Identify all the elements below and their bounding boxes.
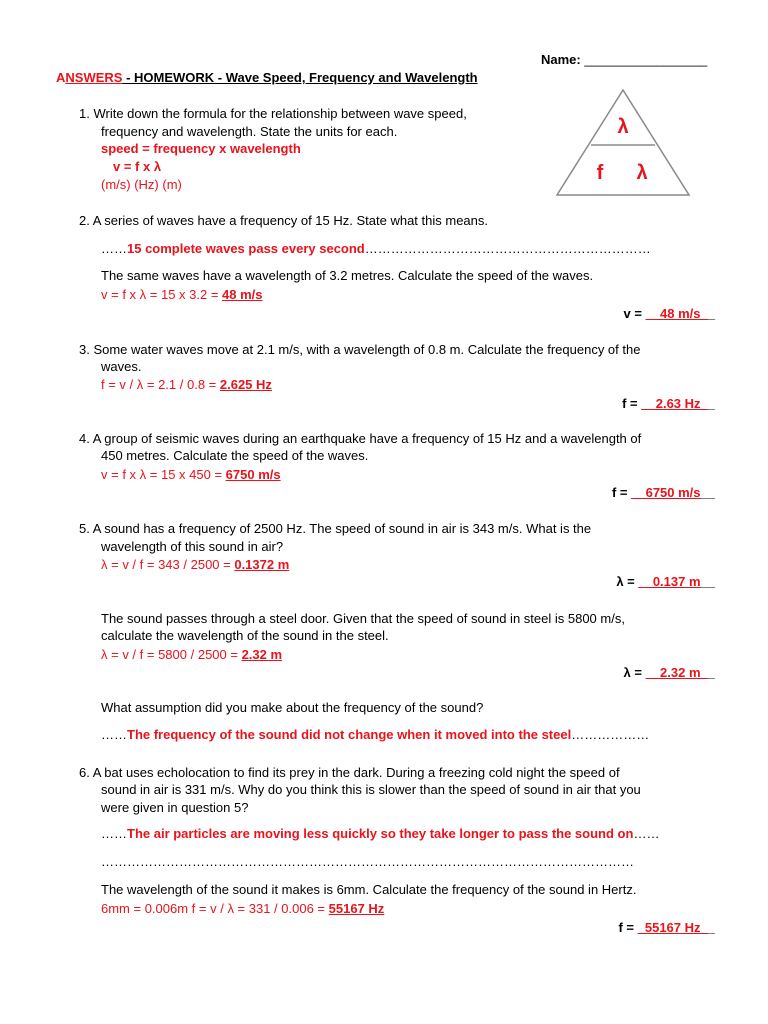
q2-answer-line [101, 240, 651, 257]
q2-final-tail: _ [707, 306, 715, 321]
title-answers: NSWERS [65, 70, 123, 85]
q6-line4: The wavelength of the sound it makes is 6mm. Calculate the frequency of the sound in Hertz. [101, 882, 637, 897]
q6-answer: The air particles are moving less quickly so they take longer to pass the sound on [127, 826, 634, 841]
q4-working [101, 466, 281, 483]
q3-work-expr: f = v / λ = 2.1 / 0.8 = [101, 377, 220, 392]
q5-final2-tail: _ [707, 665, 715, 680]
q5-line4: calculate the wavelength of the sound in the steel. [101, 628, 389, 643]
q3-working [101, 376, 272, 393]
title-prefix: A [56, 70, 66, 85]
q2-line1: 2. A series of waves have a frequency of 15 Hz. State what this means. [79, 213, 488, 228]
q4-work-result: 6750 m/s [225, 467, 281, 482]
q3-line1: 3. Some water waves move at 2.1 m/s, with a wavelength of 0.8 m. Calculate the frequency of the [79, 342, 641, 357]
q3-final-tail: _ [707, 396, 715, 411]
q2-final-answer [624, 305, 715, 322]
q5-work1-expr: λ = v / f = 343 / 2500 = [101, 557, 235, 572]
name-blank: _________________ [584, 52, 708, 67]
q5-dots-pre: …… [101, 727, 127, 742]
q5-work2-result: 2.32 m [241, 647, 283, 662]
q5-line5: What assumption did you make about the frequency of the sound? [101, 700, 484, 715]
q1-answer-formula: v = f x λ [113, 159, 162, 174]
q3-work-result: 2.625 Hz [219, 377, 272, 392]
q5-final1-tail: __ [700, 574, 715, 589]
q5-line2: wavelength of this sound in air? [101, 539, 284, 554]
q1-answer-units: (m/s) (Hz) (m) [101, 177, 182, 192]
q2-dots-post: ………………………………………………………… [364, 241, 651, 256]
q6-working [101, 900, 384, 917]
q4-final-label: f = [611, 485, 632, 500]
q4-final-answer [612, 484, 715, 501]
q6-final-value: _55167 Hz_ [637, 920, 708, 935]
q4-final-tail: __ [700, 485, 715, 500]
triangle-f: f [596, 162, 604, 184]
q2-dots-pre: …… [101, 241, 127, 256]
name-label: Name: [541, 52, 581, 67]
q6-line3: were given in question 5? [101, 800, 249, 815]
q5-working-air [101, 556, 289, 573]
q6-work-expr: 6mm = 0.006m f = v / λ = 331 / 0.006 = [101, 901, 329, 916]
q3-final-label: f = [622, 396, 642, 411]
q6-line1: 6. A bat uses echolocation to find its prey in the dark. During a freezing cold night the speed of [79, 765, 620, 780]
q6-work-result: 55167 Hz [328, 901, 385, 916]
q1-line1: 1. Write down the formula for the relationship between wave speed, [79, 106, 467, 121]
q2-final-value: __48 m/s_ [645, 306, 708, 321]
q2-final-label: v = [623, 306, 646, 321]
q2-line2: The same waves have a wavelength of 3.2 metres. Calculate the speed of the waves. [101, 268, 594, 283]
q6-answer-line [101, 825, 659, 842]
formula-triangle [556, 89, 690, 196]
q5-final-answer-air [616, 573, 715, 590]
q6-line2: sound in air is 331 m/s. Why do you think this is slower than the speed of sound in air that you [101, 782, 641, 797]
q4-line1: 4. A group of seismic waves during an earthquake have a frequency of 15 Hz and a wavelength of [79, 431, 642, 446]
q6-dots-pre: …… [101, 826, 127, 841]
q5-final1-value: __0.137 m [638, 574, 701, 589]
q3-final-answer [622, 395, 715, 412]
name-field [541, 51, 707, 68]
q3-line2: waves. [101, 359, 142, 374]
q1-line2: frequency and wavelength. State the units for each. [101, 124, 398, 139]
q2-work-expr: v = f x λ = 15 x 3.2 = [101, 287, 223, 302]
q4-line2: 450 metres. Calculate the speed of the waves. [101, 448, 369, 463]
q6-final-answer [618, 919, 715, 936]
q2-working [101, 286, 263, 303]
q5-dots-post: ……………… [571, 727, 650, 742]
q5-line1: 5. A sound has a frequency of 2500 Hz. The speed of sound in air is 343 m/s. What is the [79, 521, 592, 536]
q5-work1-result: 0.1372 m [234, 557, 290, 572]
q6-final-label: f = [618, 920, 638, 935]
q6-dots-line: …………………………………………………………………………………………………………… [101, 854, 634, 869]
q5-final2-value: __2.32 m_ [645, 665, 708, 680]
q1-answer-words: speed = frequency x wavelength [101, 141, 301, 156]
q4-work-expr: v = f x λ = 15 x 450 = [101, 467, 226, 482]
q5-final2-label: λ = [623, 665, 646, 680]
q5-final1-label: λ = [616, 574, 639, 589]
q5-final-answer-steel [624, 664, 715, 681]
q2-work-result: 48 m/s [222, 287, 263, 302]
q6-dots-post: …… [633, 826, 660, 841]
triangle-lambda-right: λ [636, 162, 648, 184]
triangle-outline [557, 90, 689, 195]
q4-final-value: __6750 m/s [631, 485, 701, 500]
q3-final-value: __2.63 Hz_ [641, 396, 708, 411]
q6-final-tail: _ [707, 920, 715, 935]
q5-work2-expr: λ = v / f = 5800 / 2500 = [101, 647, 242, 662]
q5-line3: The sound passes through a steel door. Given that the speed of sound in steel is 5800 m/s, [101, 611, 625, 626]
q5-working-steel [101, 646, 282, 663]
q5-assumption-answer: The frequency of the sound did not change when it moved into the steel [127, 727, 572, 742]
title-rest: - HOMEWORK - Wave Speed, Frequency and Wavelength [122, 70, 478, 85]
page-title [56, 69, 478, 86]
triangle-lambda-top: λ [617, 116, 629, 138]
q5-assumption-answer-line [101, 726, 649, 743]
q2-answer: 15 complete waves pass every second [127, 241, 365, 256]
